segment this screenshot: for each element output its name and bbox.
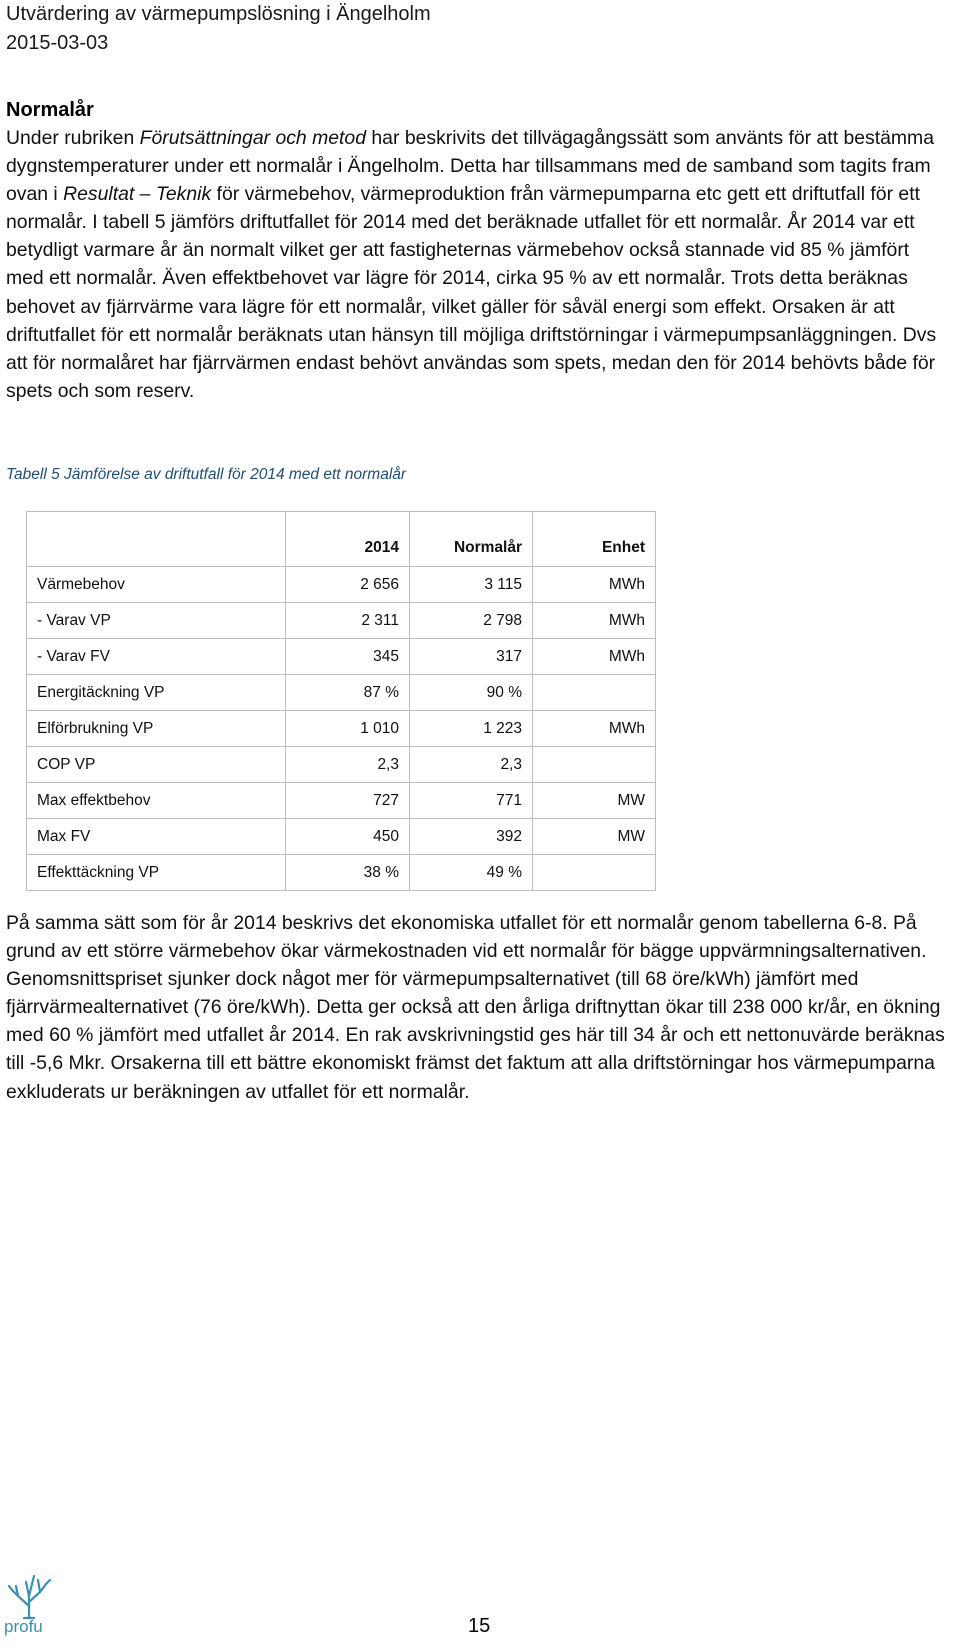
row-label-cell: Energitäckning VP	[27, 675, 286, 711]
value-2014-cell: 38 %	[286, 855, 410, 891]
row-label-cell: COP VP	[27, 747, 286, 783]
table-row	[27, 711, 656, 747]
unit-cell: MW	[533, 783, 656, 819]
table-row	[27, 603, 656, 639]
paragraph-intro-rest: för värmebehov, värmeproduktion från värmepumparna etc gett ett driftutfall för ett normalår. I tabell 5 jämförs driftutfallet för 2014 med det beräknade utfallet för ett normalår. År 2014 var ett betydligt varmare år än normalt vilket ger att fastigheternas värmebehov också stannade vid 85 % jämfört med ett normalår. Även effektbehovet var lägre för 2014, cirka 95 % av ett normalår. Trots detta beräknas behovet av fjärrvärme vara lägre för ett normalår, vilket gäller för såväl energi som effekt. Orsaken är att driftutfallet för ett normalår beräknats utan hänsyn till möjliga driftstörningar i värmepumpsanläggningen. Dvs att för normalåret har fjärrvärmen endast behövt användas som spets, medan den för 2014 behövts både för spets och som reserv.	[6, 183, 937, 402]
row-label-cell: - Varav FV	[27, 639, 286, 675]
value-2014-cell: 87 %	[286, 675, 410, 711]
paragraph-economics: På samma sätt som för år 2014 beskrivs det ekonomiska utfallet för ett normalår genom tabellerna 6-8. På grund av ett större värmebehov ökar värmekostnaden vid ett normalår för bägge uppvärmningsalternativen. Genomsnittspriset sjunker dock något mer för värmepumpsalternativet (till 68 öre/kWh) jämfört med fjärrvärmealternativet (76 öre/kWh). Detta ger också att den årliga driftnyttan ökar till 238 000 kr/år, en ökning med 60 % jämfört med utfallet år 2014. En rak avskrivningstid ges här till 34 år och ett nettonuvärde beräknas till -5,6 Mkr. Orsakerna till ett bättre ekonomiskt främst det faktum att alla driftstörningar hos värmepumparna exkluderats ur beräkningen av utfallet för ett normalår.	[6, 912, 945, 1103]
value-normalar-cell: 392	[410, 819, 533, 855]
value-2014-cell: 450	[286, 819, 410, 855]
unit-cell	[533, 747, 656, 783]
header-cell-unit: Enhet	[533, 530, 656, 567]
page-number: 15	[468, 1615, 491, 1637]
value-2014-cell: 2 656	[286, 567, 410, 603]
header-cell-2014: 2014	[286, 530, 410, 567]
document-date: 2015-03-03	[6, 32, 109, 54]
unit-cell	[533, 855, 656, 891]
value-normalar-cell: 771	[410, 783, 533, 819]
unit-cell: MW	[533, 819, 656, 855]
value-normalar-cell: 317	[410, 639, 533, 675]
row-label-cell: Effekttäckning VP	[27, 855, 286, 891]
document-header	[6, 0, 431, 58]
value-normalar-cell: 3 115	[410, 567, 533, 603]
row-label-cell: Elförbrukning VP	[27, 711, 286, 747]
header-cell-normalar: Normalår	[410, 530, 533, 567]
header-cell-label	[27, 530, 286, 567]
value-2014-cell: 727	[286, 783, 410, 819]
table-row	[27, 855, 656, 891]
value-normalar-cell: 1 223	[410, 711, 533, 747]
value-normalar-cell: 90 %	[410, 675, 533, 711]
paragraph-intro	[6, 124, 952, 405]
unit-cell: MWh	[533, 639, 656, 675]
table-row	[27, 747, 656, 783]
paragraph-intro-middle: har beskrivits det tillvägagångssätt som använts för att bestämma dygnstemperaturer under ett normalår i Ängelholm. Detta har tillsammans med de samband som tagits fram ovan i	[6, 127, 934, 206]
value-2014-cell: 345	[286, 639, 410, 675]
table-row	[27, 675, 656, 711]
unit-cell: MWh	[533, 603, 656, 639]
unit-cell	[533, 675, 656, 711]
value-normalar-cell: 2 798	[410, 603, 533, 639]
row-label-cell: Värmebehov	[27, 567, 286, 603]
unit-cell: MWh	[533, 567, 656, 603]
logo-text: profu	[4, 1617, 43, 1636]
table-row	[27, 819, 656, 855]
section-title: Normalår	[6, 99, 94, 121]
document-title: Utvärdering av värmepumpslösning i Ängelholm	[6, 3, 431, 25]
value-2014-cell: 2,3	[286, 747, 410, 783]
results-reference: Resultat – Teknik	[63, 183, 212, 206]
value-normalar-cell: 2,3	[410, 747, 533, 783]
table-row	[27, 567, 656, 603]
row-label-cell: Max effektbehov	[27, 783, 286, 819]
row-label-cell: Max FV	[27, 819, 286, 855]
table-header-row	[27, 530, 656, 567]
comparison-table	[26, 511, 656, 891]
row-label-cell: - Varav VP	[27, 603, 286, 639]
value-2014-cell: 1 010	[286, 711, 410, 747]
unit-cell: MWh	[533, 711, 656, 747]
value-normalar-cell: 49 %	[410, 855, 533, 891]
value-2014-cell: 2 311	[286, 603, 410, 639]
method-reference: Förutsättningar och metod	[139, 127, 367, 149]
table-row	[27, 783, 656, 819]
table-row	[27, 639, 656, 675]
paragraph-intro-start: Under rubriken	[6, 127, 140, 149]
table-spacer-row	[27, 512, 656, 530]
table-caption: Tabell 5 Jämförelse av driftutfall för 2014 med ett normalår	[6, 466, 407, 483]
